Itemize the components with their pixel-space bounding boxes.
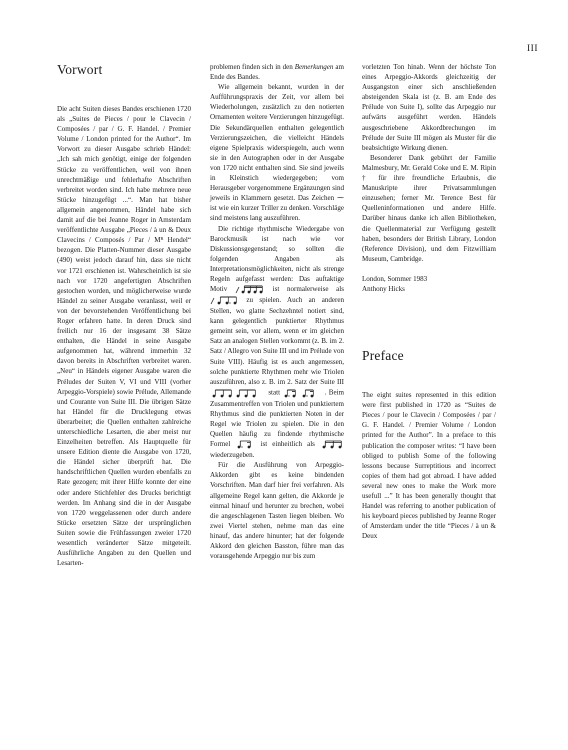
vorwort-paragraph-ornaments: Wie allgemein bekannt, wurden in der Aufführungspraxis der Zeit, vor allem bei Wiederholungen, zusätzlich zu den notierten Ornamenten weitere Verzierungen hinzugefügt. Die Sekundärquellen enthalten gelegentlich Verzierungszeichen, die vielleicht Händels eigene Spielpraxis widerspiegeln, auch wenn sie in den Autographen oder in der Ausgabe von 1720 nicht enthalten sind. Sie sind jeweils in Kleinstich wiedergegeben; vom Herausgeber vorgenommene Ergänzungen sind jeweils in Klammern gesetzt. Das Zeichen ⁓ ist wie ein kurzer Triller zu denken. Vorschläge sind meistens lang auszuführen. xyxy=(210,83,344,223)
music-triplet-example xyxy=(210,387,266,399)
preface-heading: Preface xyxy=(362,348,404,364)
column-2 xyxy=(210,62,344,561)
vorwort-paragraph-thanks: Besonderer Dank gebührt der Familie Malmesbury, Mr. Gerald Coke und E. M. Ripin † für ihre freundliche Erlaubnis, die Manuskripte ihrer Privatsammlungen einzusehen; ferner Mr. Terence Best für Quelleninformationen und andere Hilfe. Darüber hinaus danke ich allen Bibliotheken, die Quellenmaterial zur Verfügung gestellt haben, besonders der British Library, London (Reference Division), und dem Fitzwilliam Museum, Cambridge. xyxy=(362,153,496,263)
music-formula-rendering xyxy=(320,439,344,450)
music-dotted-rhythm-example xyxy=(210,295,240,306)
page-number: III xyxy=(527,44,538,54)
vorwort-paragraph-arpeggio-cont: vorletzten Ton hinab. Wenn der höchste Ton eines Arpeggio-Akkords gleichzeitig der Ausgangston einer sich anschließenden absteigenden Skala ist (z. B. am Ende des Prélude von Suite I), sollte das Arpeggio nur aufwärts ausgeführt werden. Händels ausgeschriebene Akkordbrechungen im Prélude der Suite III mögen als Muster für die beabsichtigte Wirkung dienen. xyxy=(362,63,496,152)
music-dotted-triplet-example xyxy=(282,387,322,399)
preface-paragraph-1: The eight suites represented in this edition were first published in 1720 as “Suites de Pieces / pour le Clavecin / Composées / par / G. F. Handel. / Premier Volume / London printed for the Author”. In a preface to this publication the composer writes: “I have been obliged to publish Some of the following lessons because Surreptitious and incorrect copies of them had got abroad. I have added several new ones to make the Work more usefull ...” It has been generally thought that Handel was referring to another publication of his keyboard pieces published by Jeanne Roger of Amsterdam under the title “Pieces / à un & Deux xyxy=(362,391,496,541)
bemerkungen-ref: Bemerkungen xyxy=(294,63,334,71)
vorwort-paragraph-1: Die acht Suiten dieses Bandes erschienen 1720 als „Suites de Pieces / pour le Clavecin / Composées / par / G. F. Handel. / Premier Volume / London printed for the Author“. Im Vorwort zu dieser Ausgabe schrieb Händel: „Ich sah mich genötigt, einige der folgenden Stücke zu veröffentlichen, weil von ihnen unrechtmäßige und fehlerhafte Abschriften verbreitet worden sind. Ich habe mehrere neue Stücke hinzugefügt ...“. Man hat bisher allgemein angenommen, Händel habe sich damit auf die bei Jeanne Roger in Amsterdam veröffentlichte Ausgabe „Pieces / à un & Deux Clavecins / Composés / Par / Mᴿ Hendel“ bezogen. Die Platten-Nummer dieser Ausgabe (490) weist jedoch darauf hin, dass sie nicht vor 1721 erschienen ist. Wahrscheinlich ist sie nach vor 1720 angefertigten Abschriften gestochen worden, und möglicherweise wurde Händel zu seiner Ausgabe veranlasst, weil er von der bevorstehenden Veröffentlichung bei Roger erfahren hatte. In deren Druck sind freilich nur 16 der insgesamt 38 Sätze enthalten, die Händel in seine Ausgabe aufgenommen hat, während immerhin 32 davon bereits in Abschriften verbreitet waren. „Neu“ in Händels eigener Ausgabe waren die Préludes der Suiten V, VI und VIII (vorher Arpeggio-Vorspiele) sowie Prélude, Allemande und Courante von Suite III. Die übrigen Sätze hat Händel für die Drucklegung etwas überarbeitet; die Quellen enthalten zahlreiche unterschiedliche Lesarten, die aber meist nur Einzelheiten betreffen. Als Hauptquelle für unsere Edition diente die Ausgabe von 1720, die Händel sicher überprüft hat. Die handschriftlichen Quellen wurden ebenfalls zu Rate gezogen; mit ihrer Hilfe konnte der eine oder andere Stichfehler des Drucks berichtigt werden. Im Anhang sind die in der Ausgabe von 1720 weggelassenen oder durch andere Stücke ersetzten Sätze der ursprünglichen Suiten sowie die Frühfassungen zweier 1720 wesentlich veränderter Sätze mitgeteilt. Ausführliche Angaben zu den Quellen und Lesarten- xyxy=(57,105,191,568)
music-formula-example xyxy=(235,439,255,450)
vorwort-paragraph-2: problemen finden sich in den Bemerkungen am Ende des Bandes. xyxy=(210,63,344,82)
signature-name: Anthony Hicks xyxy=(362,284,405,293)
vorwort-heading: Vorwort xyxy=(57,62,103,77)
column-1 xyxy=(57,62,191,568)
vorwort-paragraph-arpeggio: Für die Ausführung von Arpeggio-Akkorden gibt es keine bindenden Vorschriften. Man darf hier frei verfahren. Als allgemeine Regel kann gelten, die Akkorde je einmal hinauf und herunter zu brechen, wobei die angeschlagenen Tasten liegen bleiben. Wo zwei Viertel stehen, nehme man das eine hinauf, das andere hinunter; hat der folgende Akkord den gleichen Basston, führe man das vorausgehende Arpeggio nur bis zum xyxy=(210,461,344,561)
signature-place-date: London, Sommer 1983 xyxy=(362,274,428,283)
column-3 xyxy=(362,62,496,541)
vorwort-paragraph-rhythm: Die richtige rhythmische Wiedergabe von Barockmusik ist nach wie vor Diskussionsgegenstand; so sollten die folgenden Angaben als Interpretationsmöglichkeiten, nicht als strenge Regeln aufgefasst werden: Das auftaktige Motiv ist normalerweise als zu spielen. Auch an anderen Stellen, wo glatte Sechzehntel notiert sind, kann gelegentlich punktierter Rhythmus gemeint sein, vor allem, wenn er im gleichen Satz an analogen Stellen vorkommt (z. B. im 2. Satz / Allegro von Suite III und im Prélude von Suite VIII). Häufig ist es auch angemessen, solche punktierte Rhythmen mehr wie Triolen auszuführen, also z. B. im 2. Satz der Suite III statt . Beim Zusammentreffen von Triolen und punktiertem Rhythmus sind die punktierten Noten in der Regel wie Triolen zu spielen. Die in den Quellen häufig zu findende rhythmische Formel ist einheitlich als wiederzugeben. xyxy=(210,224,345,460)
music-motif-example xyxy=(235,284,265,295)
